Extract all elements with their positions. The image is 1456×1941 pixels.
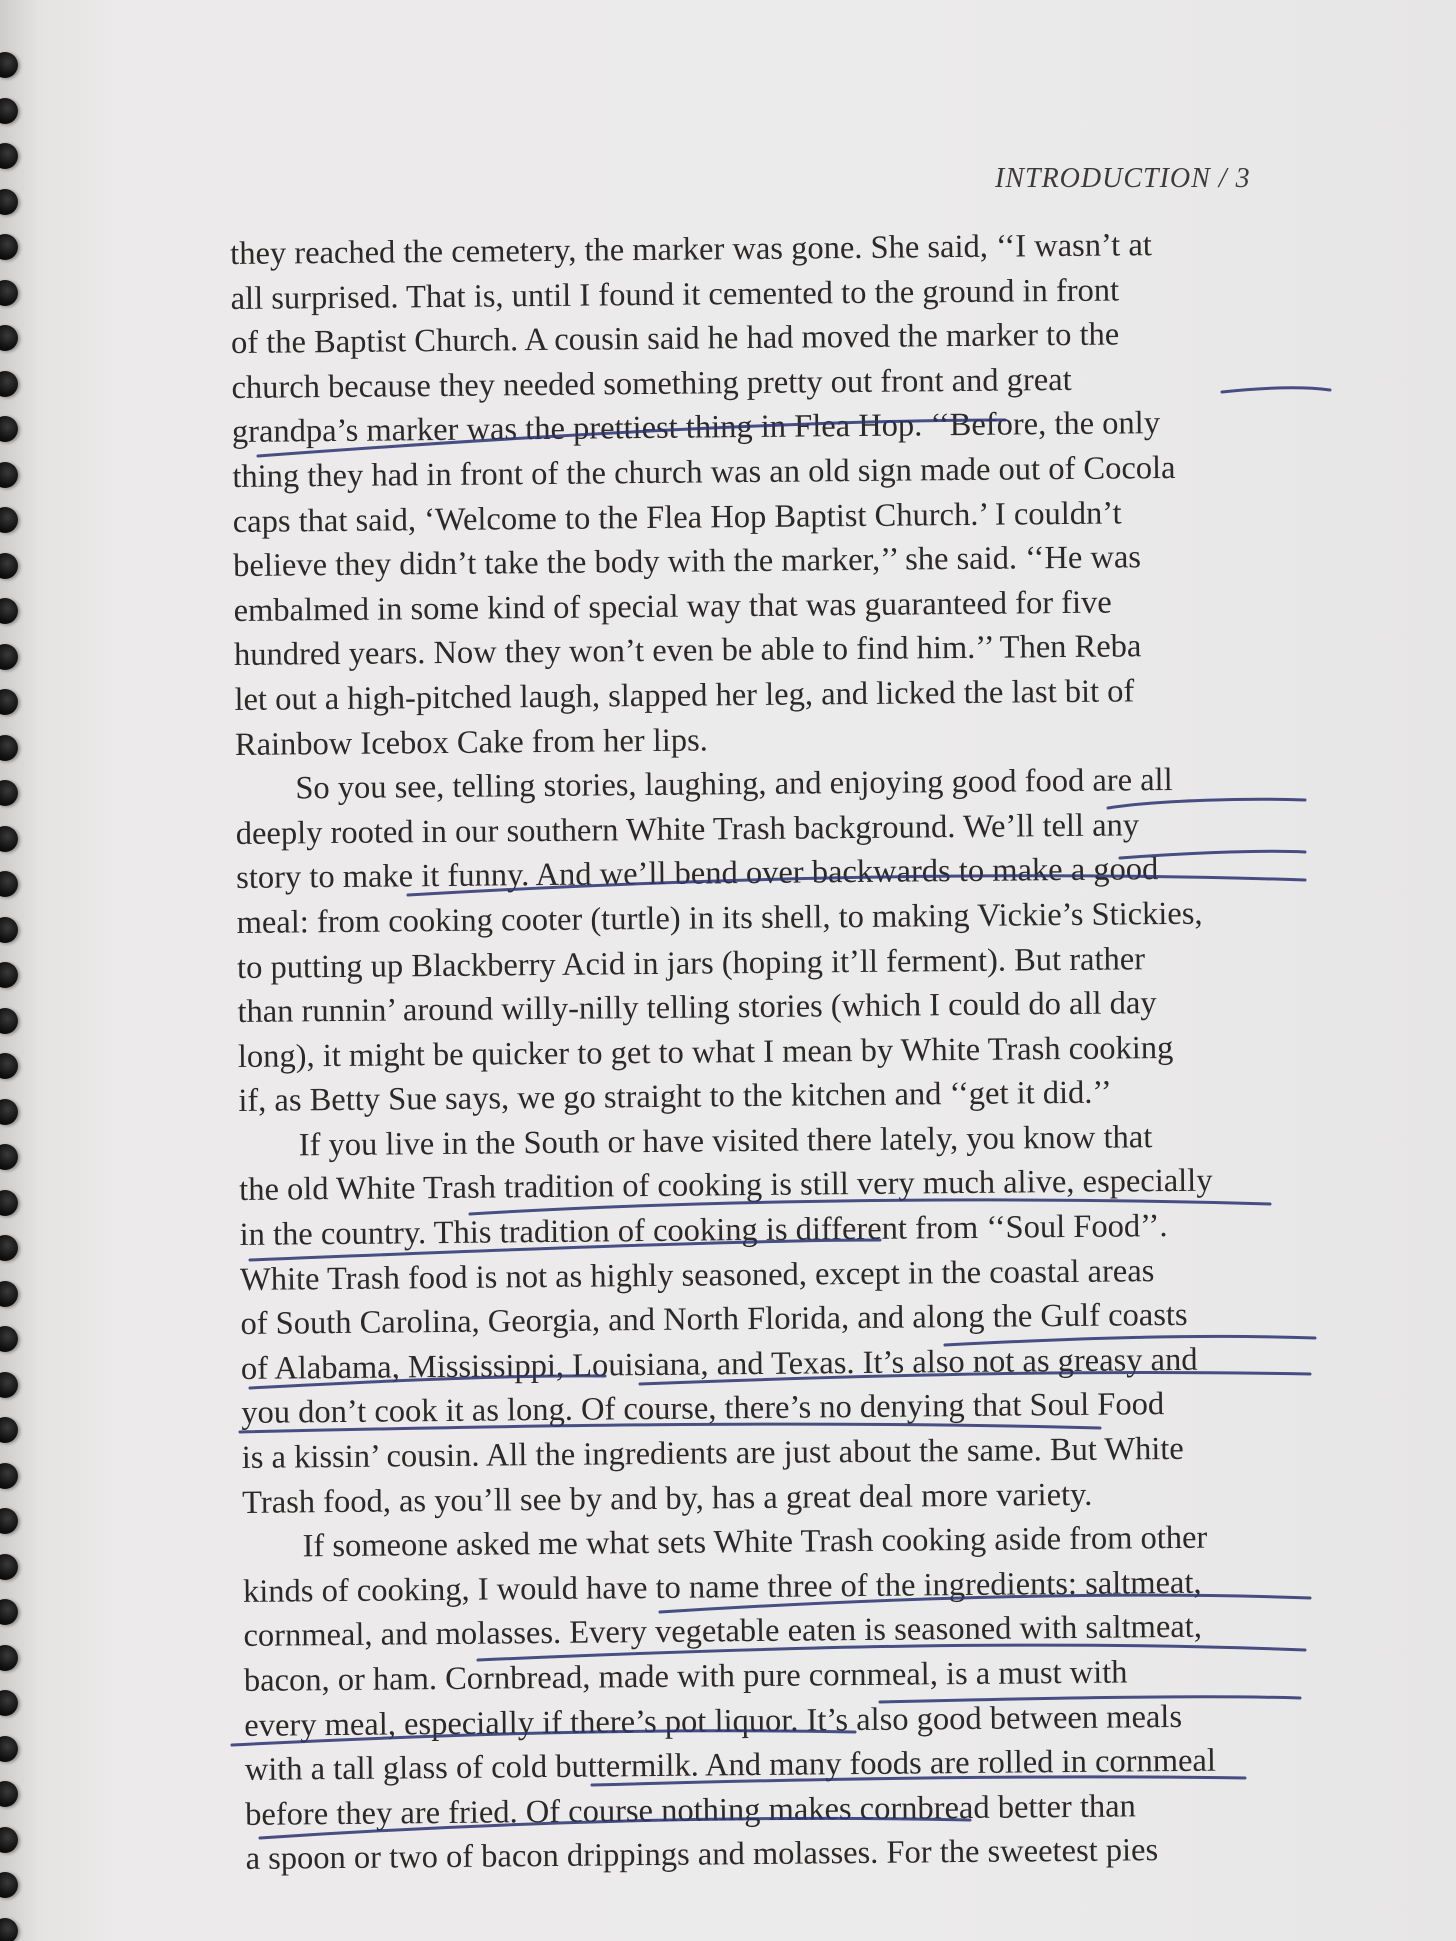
binding-hole (0, 507, 18, 533)
text-line: every meal, especially if there’s pot liquor. It’s also good between meals (244, 1698, 1183, 1744)
binding-hole (0, 826, 18, 852)
text-line: you don’t cook it as long. Of course, there’s no denying that Soul Food (241, 1386, 1165, 1432)
text-line: is a kissin’ cousin. All the ingredients are just about the same. But White (241, 1430, 1184, 1476)
binding-hole (0, 98, 18, 124)
binding-hole (0, 325, 18, 351)
text-line: they reached the cemetery, the marker was gone. She said, ‘‘I wasn’t at (230, 227, 1152, 272)
text-line: White Trash food is not as highly seasoned, except in the coastal areas (239, 1252, 1155, 1298)
text-line: grandpa’s marker was the prettiest thing in Flea Hop. ‘‘Before, the only (231, 405, 1161, 451)
binding-hole (0, 371, 18, 397)
binding-hole (0, 280, 18, 306)
binding-hole (0, 1690, 18, 1716)
text-line: long), it might be quicker to get to what I mean by White Trash cooking (237, 1029, 1174, 1075)
text-line: If someone asked me what sets White Trash cooking aside from other (302, 1519, 1208, 1565)
binding-hole (0, 1144, 18, 1170)
binding-hole (0, 1417, 18, 1443)
binding-hole (0, 1235, 18, 1261)
binding-hole (0, 917, 18, 943)
binding-hole (0, 871, 18, 897)
text-line: thing they had in front of the church was an old sign made out of Cocola (232, 449, 1176, 495)
binding-hole (0, 462, 18, 488)
binding-hole (0, 1190, 18, 1216)
binding-hole (0, 416, 18, 442)
text-line: a spoon or two of bacon drippings and molasses. For the sweetest pies (245, 1832, 1159, 1878)
binding-hole (0, 1008, 18, 1034)
binding-hole (0, 962, 18, 988)
binding-hole (0, 1827, 18, 1853)
text-line: of Alabama, Mississippi, Louisiana, and Texas. It’s also not as greasy and (240, 1341, 1198, 1387)
binding-hole (0, 1326, 18, 1352)
binding-hole (0, 1053, 18, 1079)
binding-hole (0, 1645, 18, 1671)
binding-hole (0, 644, 18, 670)
text-line: caps that said, ‘Welcome to the Flea Hop Baptist Church.’ I couldn’t (232, 495, 1122, 540)
binding-hole (0, 143, 18, 169)
binding-hole (0, 1463, 18, 1489)
binding-hole (0, 598, 18, 624)
binding-hole (0, 1372, 18, 1398)
text-line: of South Carolina, Georgia, and North Florida, and along the Gulf coasts (240, 1297, 1188, 1343)
spiral-binding (0, 0, 40, 1941)
text-line: If you live in the South or have visited there lately, you know that (298, 1119, 1153, 1164)
text-line: deeply rooted in our southern White Trash background. We’ll tell any (235, 807, 1140, 852)
running-head: INTRODUCTION / 3 (995, 163, 1251, 194)
binding-hole (0, 735, 18, 761)
binding-hole (0, 553, 18, 579)
text-line: let out a high-pitched laugh, slapped her leg, and licked the last bit of (234, 673, 1135, 718)
binding-hole (0, 1781, 18, 1807)
binding-hole (0, 1736, 18, 1762)
text-line: kinds of cooking, I would have to name three of the ingredients: saltmeat, (242, 1564, 1202, 1610)
binding-hole (0, 1872, 18, 1898)
text-line: Rainbow Icebox Cake from her lips. (234, 721, 709, 763)
binding-hole (0, 234, 18, 260)
text-line: before they are fried. Of course nothing makes cornbread better than (245, 1788, 1136, 1833)
text-line: cornmeal, and molasses. Every vegetable eaten is seasoned with saltmeat, (243, 1609, 1203, 1655)
binding-hole (0, 1099, 18, 1125)
text-line: Trash food, as you’ll see by and by, has a great deal more variety. (242, 1476, 1093, 1521)
text-line: with a tall glass of cold buttermilk. And many foods are rolled in cornmeal (244, 1742, 1217, 1789)
binding-hole (0, 1281, 18, 1307)
binding-hole (0, 189, 18, 215)
text-line: meal: from cooking cooter (turtle) in its shell, to making Vickie’s Stickies, (236, 895, 1203, 941)
binding-hole (0, 52, 18, 78)
text-line: all surprised. That is, until I found it cemented to the ground in front (230, 272, 1120, 317)
text-line: if, as Betty Sue says, we go straight to the kitchen and ‘‘get it did.’’ (238, 1074, 1112, 1120)
binding-hole (0, 689, 18, 715)
text-line: the old White Trash tradition of cooking is still very much alive, especially (239, 1163, 1213, 1209)
binding-hole (0, 780, 18, 806)
body-text (230, 221, 1346, 1881)
text-line: story to make it funny. And we’ll bend over backwards to make a good (236, 851, 1159, 897)
text-line: embalmed in some kind of special way that was guaranteed for five (233, 584, 1112, 629)
binding-hole (0, 1508, 18, 1534)
text-line: hundred years. Now they won’t even be able to find him.’’ Then Reba (233, 628, 1142, 674)
binding-hole (0, 1599, 18, 1625)
binding-hole (0, 1554, 18, 1580)
text-line: So you see, telling stories, laughing, and enjoying good food are all (295, 762, 1173, 807)
text-line: in the country. This tradition of cooking is different from ‘‘Soul Food’’. (239, 1208, 1168, 1254)
text-line: of the Baptist Church. A cousin said he had moved the marker to the (230, 316, 1120, 362)
text-line: church because they needed something pretty out front and great (231, 361, 1072, 406)
text-line: to putting up Blackberry Acid in jars (hoping it’ll ferment). But rather (236, 940, 1146, 986)
text-line: believe they didn’t take the body with the marker,’’ she said. ‘‘He was (233, 539, 1142, 585)
text-line: than runnin’ around willy-nilly telling stories (which I could do all day (237, 985, 1157, 1031)
text-line: bacon, or ham. Cornbread, made with pure cornmeal, is a must with (243, 1654, 1128, 1699)
binding-hole (0, 1918, 18, 1941)
